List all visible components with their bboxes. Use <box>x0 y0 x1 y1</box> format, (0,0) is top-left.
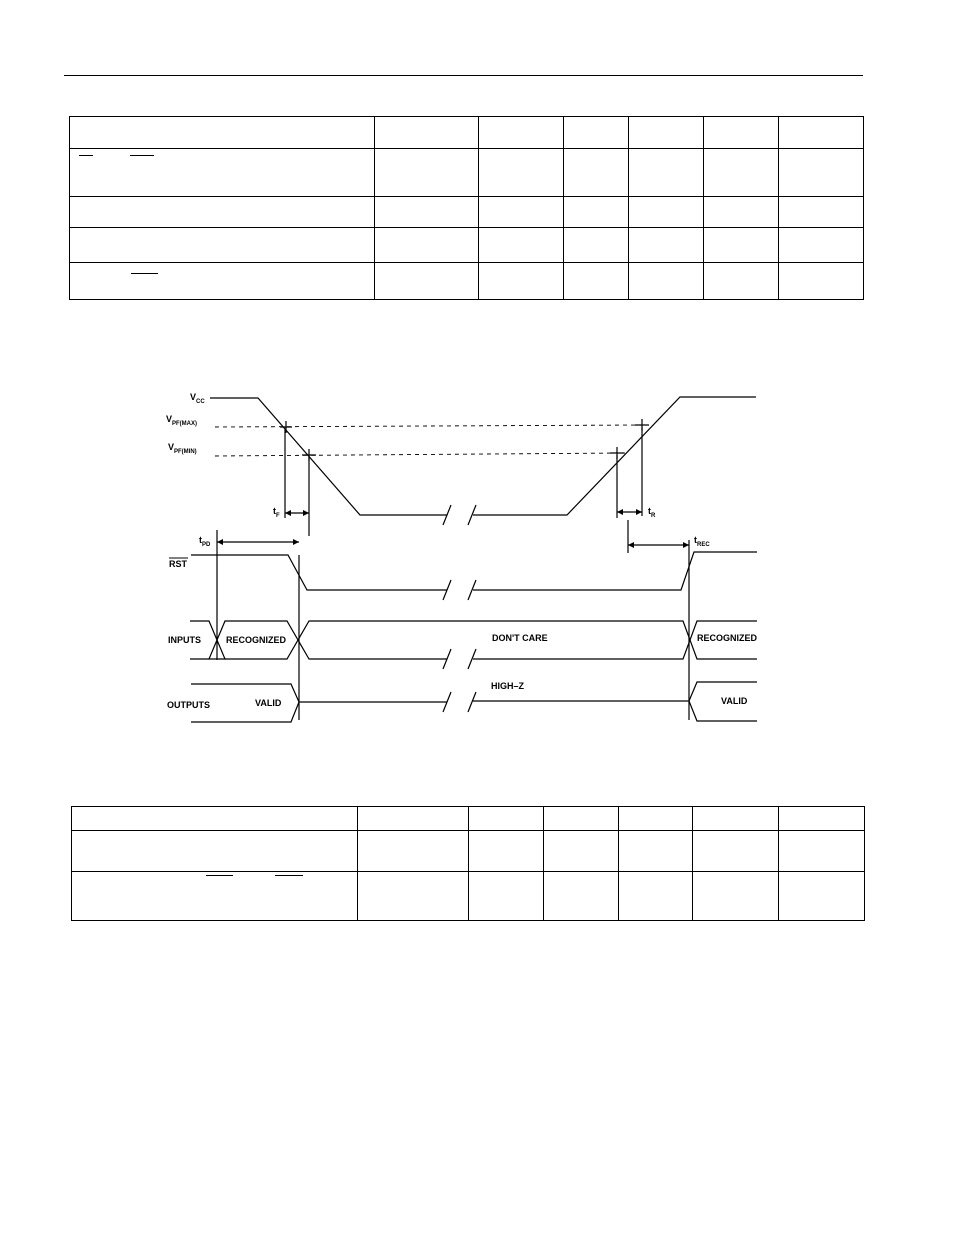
vcc-label: $V_{CC}$ <box>190 392 205 405</box>
tr-label: $t_R$ <box>648 506 656 519</box>
valid-left-label: VALID <box>255 698 282 708</box>
time-break-mark <box>443 649 476 669</box>
overline-mark <box>275 875 303 876</box>
tf-label: $t_F$ <box>273 506 280 519</box>
overline-mark <box>131 273 158 274</box>
arrowhead <box>617 509 623 515</box>
vpf-max-label: $V_{PF(MAX)}$ <box>166 414 198 427</box>
table-row <box>72 807 865 831</box>
time-break-mark <box>443 505 476 525</box>
arrowhead <box>285 510 291 516</box>
table-row <box>72 831 865 872</box>
outputs-label: OUTPUTS <box>167 700 211 710</box>
rst-label: RST <box>169 559 187 569</box>
overline-mark <box>79 155 93 156</box>
table-row <box>72 872 865 921</box>
power-down-up-timing-diagram <box>0 370 954 730</box>
tpd-label: $t_{PD}$ <box>199 535 211 548</box>
overline-mark <box>130 155 154 156</box>
table-row <box>70 149 864 197</box>
trec-label: $t_{REC}$ <box>694 535 710 548</box>
vpf-min-line <box>215 453 625 456</box>
inputs-bus-upper <box>225 621 757 659</box>
crossing-mark <box>280 421 292 433</box>
arrowhead <box>636 509 642 515</box>
vcc-waveform-recovery <box>473 397 756 515</box>
time-break-mark <box>443 692 476 712</box>
arrowhead <box>683 542 689 548</box>
arrowhead <box>293 539 299 545</box>
table-row <box>70 197 864 228</box>
high-z-label: HIGH–Z <box>491 681 525 691</box>
lower-table <box>71 806 865 921</box>
vcc-waveform <box>210 398 447 515</box>
upper-table <box>69 116 864 300</box>
valid-right-label: VALID <box>721 696 748 706</box>
recognized-right-label: RECOGNIZED <box>697 633 758 643</box>
arrowhead <box>628 542 634 548</box>
vpf-max-line <box>215 425 642 427</box>
table-row <box>70 263 864 300</box>
arrowhead <box>217 539 223 545</box>
rst-waveform-recovery <box>473 552 757 590</box>
rst-waveform <box>191 555 447 590</box>
inputs-label: INPUTS <box>168 635 202 645</box>
dont-care-label: DON'T CARE <box>492 633 548 643</box>
table-row <box>70 117 864 149</box>
table-row <box>70 228 864 263</box>
overline-mark <box>206 875 233 876</box>
time-break-mark <box>443 580 476 600</box>
arrowhead <box>303 510 309 516</box>
header-rule <box>64 75 863 76</box>
recognized-left-label: RECOGNIZED <box>226 635 287 645</box>
vpf-min-label: $V_{PF(MIN)}$ <box>168 442 197 455</box>
